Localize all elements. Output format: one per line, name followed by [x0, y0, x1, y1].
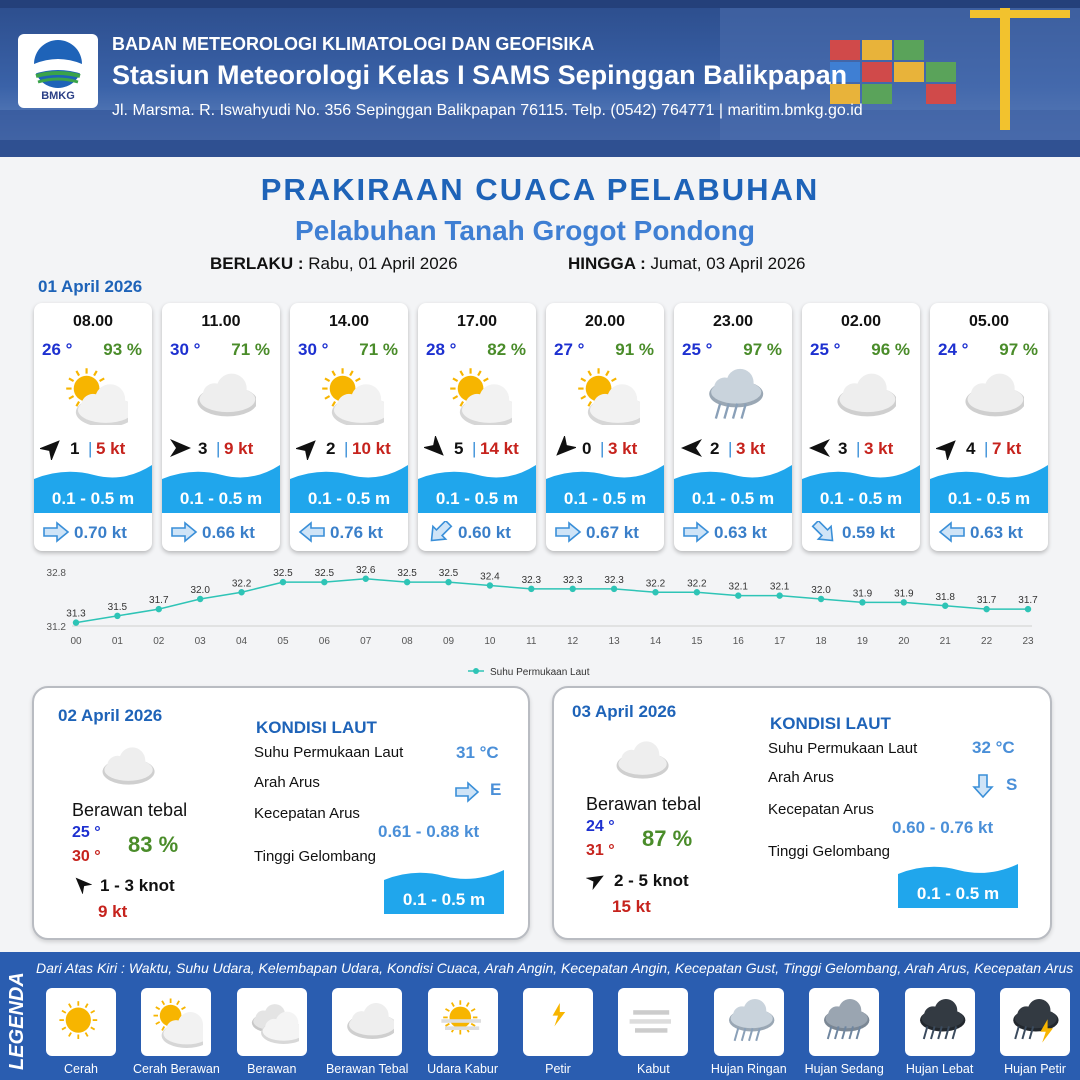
page-title: PRAKIRAAN CUACA PELABUHAN	[260, 172, 820, 207]
sst-data-label: 32.2	[231, 578, 252, 590]
x-tick-label: 13	[608, 636, 620, 647]
humidity: 97 %	[743, 340, 782, 359]
gust-speed: 3 kt	[736, 439, 766, 458]
sst-data-label: 32.5	[438, 568, 459, 580]
current-direction: S	[1006, 775, 1018, 794]
sst-value: 31 °C	[456, 743, 499, 762]
forecast-time: 14.00	[328, 313, 370, 330]
x-tick-label: 14	[649, 636, 662, 647]
air-temperature: 27 °	[554, 340, 585, 359]
current-speed: 0.61 - 0.88 kt	[378, 822, 480, 841]
daily-humidity: 87 %	[642, 826, 693, 851]
daily-condition: Berawan tebal	[586, 794, 702, 814]
x-tick-label: 15	[691, 636, 703, 647]
sea-condition-title: KONDISI LAUT	[256, 718, 377, 737]
sst-data-label: 31.7	[1018, 595, 1038, 607]
legend-item-label: Berawan	[247, 1062, 297, 1076]
wind-direction-icon	[72, 874, 92, 894]
sst-point	[776, 592, 782, 598]
wind-row	[936, 436, 1042, 460]
hourly-card	[546, 303, 664, 551]
current-speed: 0.63 kt	[714, 523, 767, 542]
cerah-berawan-icon	[141, 988, 211, 1056]
hujan-ringan-icon	[698, 365, 768, 425]
x-tick-label: 16	[732, 636, 744, 647]
current-arrow-icon	[810, 521, 838, 543]
separator: |	[728, 439, 733, 458]
current-arrow-icon	[454, 780, 480, 804]
wind-row	[296, 436, 402, 460]
sst-label: Suhu Permukaan Laut	[768, 740, 918, 757]
wind-direction-icon	[936, 436, 960, 460]
berawan-tebal-icon	[604, 734, 670, 786]
sst-point	[983, 606, 989, 612]
sst-series-line	[76, 579, 1028, 623]
current-arrow-icon	[426, 521, 454, 543]
berawan-tebal-icon	[954, 365, 1024, 425]
sst-point	[73, 619, 79, 625]
current-arrow-icon	[682, 521, 710, 543]
wave-height: 0.1 - 0.5 m	[307, 489, 391, 508]
sst-data-label: 31.9	[852, 588, 873, 600]
wind-row	[552, 436, 658, 460]
hourly-card	[290, 303, 408, 551]
valid-from-label: BERLAKU :	[210, 254, 304, 273]
sst-data-label: 31.7	[976, 595, 997, 607]
current-speed: 0.66 kt	[202, 523, 255, 542]
sst-data-label: 32.2	[645, 578, 666, 590]
sst-point	[156, 606, 162, 612]
logo-text: BMKG	[41, 90, 75, 102]
air-temperature: 30 °	[170, 340, 201, 359]
current-speed-label: Kecepatan Arus	[254, 805, 360, 822]
wave-height: 0.1 - 0.5 m	[947, 489, 1031, 508]
gust-speed: 7 kt	[992, 439, 1022, 458]
gust-speed: 14 kt	[480, 439, 519, 458]
wind-speed: 1	[70, 439, 80, 458]
wind-direction-icon	[808, 436, 832, 460]
gust-speed: 3 kt	[864, 439, 894, 458]
wind-direction-icon	[552, 436, 576, 460]
kabut-icon	[618, 988, 688, 1056]
legend-description: Dari Atas Kiri : Waktu, Suhu Udara, Kelembapan Udara, Kondisi Cuaca, Arah Angin, Kecepatan Angin, Kecepatan Gust, Tinggi Gelombang, Arah Arus, Kecepatan Arus	[36, 960, 1074, 976]
hourly-card	[34, 303, 152, 551]
separator: |	[88, 439, 93, 458]
current-arrow-icon	[970, 774, 996, 798]
air-temperature: 25 °	[682, 340, 713, 359]
hujan-sedang-icon	[809, 988, 879, 1056]
gust-speed: 9 kt	[224, 439, 254, 458]
hourly-card	[802, 303, 920, 551]
legend	[0, 952, 1080, 1080]
sst-data-label: 32.5	[314, 568, 335, 580]
legend-marker	[473, 668, 479, 674]
forecast-time: 20.00	[584, 313, 626, 330]
cerah-icon	[46, 988, 116, 1056]
sst-data-label: 32.1	[728, 581, 748, 593]
x-tick-label: 00	[70, 636, 82, 647]
wind-speed: 3	[838, 439, 848, 458]
berawan-tebal-icon	[186, 365, 256, 425]
sst-point	[1025, 606, 1031, 612]
berawan-tebal-icon	[826, 365, 896, 425]
legend-item-label: Hujan Sedang	[804, 1062, 884, 1076]
daily-temp-min: 24 °	[586, 818, 615, 835]
daily-temp-max: 30 °	[72, 848, 101, 865]
sst-point	[735, 592, 741, 598]
sst-chart	[30, 562, 1060, 682]
sst-data-label: 32.5	[397, 568, 417, 580]
gust-speed: 3 kt	[608, 439, 638, 458]
x-tick-label: 12	[567, 636, 579, 647]
x-tick-label: 22	[981, 636, 993, 647]
wind-speed: 4	[966, 439, 976, 458]
sst-data-label: 32.0	[190, 585, 210, 596]
x-tick-label: 20	[898, 636, 910, 647]
wave-height: 0.1 - 0.5 m	[51, 489, 135, 508]
current-direction: E	[490, 780, 502, 799]
day1-date: 01 April 2026	[38, 277, 143, 296]
sst-data-label: 31.9	[894, 588, 914, 600]
air-temperature: 28 °	[426, 340, 457, 359]
x-tick-label: 17	[774, 636, 786, 647]
legend-item-label: Cerah Berawan	[132, 1062, 220, 1076]
wind-row	[808, 436, 914, 460]
separator: |	[984, 439, 989, 458]
valid-to-value: Jumat, 03 April 2026	[650, 254, 806, 273]
current-row	[426, 519, 530, 545]
wave-label: Tinggi Gelombang	[254, 848, 377, 865]
legend-item-label: Cerah	[63, 1062, 99, 1076]
current-arrow-icon	[298, 521, 326, 543]
wind-speed: 3	[198, 439, 208, 458]
forecast-time: 05.00	[968, 313, 1010, 330]
wave-height: 0.1 - 0.5 m	[819, 489, 903, 508]
sst-point	[859, 599, 865, 605]
daily-wind: 2 - 5 knot	[614, 871, 689, 890]
wave-height: 0.1 - 0.5 m	[916, 884, 1000, 903]
legend-title-text: LEGENDA	[6, 972, 28, 1070]
wind-row	[424, 436, 530, 460]
sst-point	[363, 576, 369, 582]
sst-data-label: 32.0	[811, 585, 831, 596]
sst-data-label: 32.3	[562, 574, 583, 586]
x-tick-label: 05	[277, 636, 289, 647]
legend-title	[4, 962, 30, 1074]
sst-point	[197, 596, 203, 602]
wind-speed: 2	[710, 439, 720, 458]
air-temperature: 25 °	[810, 340, 841, 359]
current-direction-label: Arah Arus	[254, 774, 320, 791]
wind-speed: 5	[454, 439, 464, 458]
legend-item-label: Hujan Ringan	[710, 1062, 787, 1076]
current-speed: 0.60 kt	[458, 523, 511, 542]
gust-speed: 5 kt	[96, 439, 126, 458]
sst-point	[114, 613, 120, 619]
port-name: Pelabuhan Tanah Grogot Pondong	[295, 215, 755, 246]
sst-data-label: 32.1	[769, 581, 790, 593]
hourly-card	[162, 303, 280, 551]
forecast-time: 02.00	[840, 313, 882, 330]
current-arrow-icon	[42, 521, 70, 543]
x-tick-label: 23	[1022, 636, 1034, 647]
sst-point	[694, 589, 700, 595]
valid-from	[210, 254, 458, 274]
sst-point	[818, 596, 824, 602]
sst-point	[652, 589, 658, 595]
wind-row	[168, 436, 274, 460]
humidity: 96 %	[871, 340, 910, 359]
sst-point	[528, 586, 534, 592]
sst-point	[445, 579, 451, 585]
current-speed: 0.59 kt	[842, 523, 895, 542]
current-row	[810, 519, 914, 545]
separator: |	[600, 439, 605, 458]
current-row	[170, 519, 274, 545]
wind-direction-icon	[296, 436, 320, 460]
sst-label: Suhu Permukaan Laut	[254, 744, 404, 761]
daily-gust: 15 kt	[612, 897, 651, 916]
separator: |	[344, 439, 349, 458]
daily-humidity: 83 %	[128, 832, 179, 857]
separator: |	[216, 439, 221, 458]
current-speed: 0.63 kt	[970, 523, 1023, 542]
forecast-time: 11.00	[201, 313, 241, 330]
legend-item-label: Hujan Petir	[1004, 1062, 1066, 1076]
daily-condition: Berawan tebal	[72, 800, 188, 820]
current-row	[554, 519, 658, 545]
humidity: 82 %	[487, 340, 526, 359]
hourly-card	[930, 303, 1048, 551]
humidity: 91 %	[615, 340, 654, 359]
wave-height: 0.1 - 0.5 m	[179, 489, 263, 508]
valid-to-label: HINGGA :	[568, 254, 646, 273]
berawan-icon	[237, 988, 307, 1056]
hujan-petir-icon	[1000, 988, 1070, 1056]
current-speed-label: Kecepatan Arus	[768, 801, 874, 818]
sst-value: 32 °C	[972, 738, 1015, 757]
air-temperature: 24 °	[938, 340, 969, 359]
current-arrow-icon	[170, 521, 198, 543]
x-tick-label: 01	[111, 636, 123, 647]
sst-point	[901, 599, 907, 605]
forecast-time: 17.00	[456, 313, 498, 330]
cerah-berawan-icon	[314, 365, 384, 425]
x-tick-label: 19	[856, 636, 868, 647]
valid-from-value: Rabu, 01 April 2026	[308, 254, 458, 273]
wave-height: 0.1 - 0.5 m	[563, 489, 647, 508]
sst-point	[238, 589, 244, 595]
sst-data-label: 31.5	[107, 601, 128, 613]
x-tick-label: 21	[939, 636, 951, 647]
legend-item-label: Udara Kabur	[427, 1062, 499, 1076]
current-arrow-icon	[554, 521, 582, 543]
forecast-time: 08.00	[72, 313, 114, 330]
hujan-ringan-icon	[714, 988, 784, 1056]
sst-data-label: 31.3	[66, 608, 86, 620]
separator: |	[472, 439, 477, 458]
wave-label: Tinggi Gelombang	[768, 843, 891, 860]
cerah-berawan-icon	[442, 365, 512, 425]
sst-point	[611, 586, 617, 592]
humidity: 71 %	[231, 340, 270, 359]
air-temperature: 30 °	[298, 340, 329, 359]
sst-data-label: 32.3	[521, 574, 542, 586]
wave-height: 0.1 - 0.5 m	[402, 890, 486, 909]
y-tick-label: 31.2	[46, 622, 66, 633]
agency-name: BADAN METEOROLOGI KLIMATOLOGI DAN GEOFISIKA	[112, 34, 595, 54]
current-direction-label: Arah Arus	[768, 769, 834, 786]
sst-point	[280, 579, 286, 585]
current-row	[298, 519, 402, 545]
x-tick-label: 18	[815, 636, 827, 647]
daily-date: 02 April 2026	[58, 706, 163, 725]
legend-item-label: Hujan Lebat	[905, 1062, 974, 1076]
wind-direction-icon	[586, 870, 606, 890]
current-speed: 0.70 kt	[74, 523, 127, 542]
separator: |	[856, 439, 861, 458]
wind-direction-icon	[680, 436, 704, 460]
sst-point	[487, 582, 493, 588]
sst-data-label: 32.5	[273, 568, 293, 580]
wind-direction-icon	[168, 436, 192, 460]
humidity: 93 %	[103, 340, 142, 359]
x-tick-label: 03	[194, 636, 206, 647]
sst-data-label: 31.8	[935, 591, 955, 603]
daily-wind: 1 - 3 knot	[100, 876, 175, 895]
sst-point	[404, 579, 410, 585]
current-row	[682, 519, 786, 545]
x-tick-label: 09	[442, 636, 455, 647]
wind-direction-icon	[40, 436, 64, 460]
x-tick-label: 08	[401, 636, 413, 647]
current-speed: 0.67 kt	[586, 523, 639, 542]
wind-speed: 2	[326, 439, 336, 458]
wave-height: 0.1 - 0.5 m	[691, 489, 775, 508]
daily-temp-max: 31 °	[586, 842, 615, 859]
sst-data-label: 32.4	[480, 571, 500, 583]
current-row	[42, 519, 146, 545]
y-tick-label: 32.8	[46, 568, 66, 579]
wind-row	[680, 436, 786, 460]
sst-data-label: 32.2	[687, 578, 707, 590]
udara-kabur-icon	[428, 988, 498, 1056]
x-tick-label: 04	[236, 636, 248, 647]
wind-speed: 0	[582, 439, 592, 458]
wind-direction-icon	[424, 436, 448, 460]
sst-point	[942, 603, 948, 609]
current-speed: 0.76 kt	[330, 523, 383, 542]
forecast-time: 23.00	[712, 313, 754, 330]
hourly-card	[418, 303, 536, 551]
sea-condition-title: KONDISI LAUT	[770, 714, 891, 733]
legend-item-label: Kabut	[637, 1062, 670, 1076]
hourly-card	[674, 303, 792, 551]
humidity: 71 %	[359, 340, 398, 359]
legend-item-label: Berawan Tebal	[325, 1062, 409, 1076]
station-address: Jl. Marsma. R. Iswahyudi No. 356 Sepinggan Balikpapan 76115. Telp. (0542) 764771 | maritim.bmkg.go.id	[112, 102, 863, 119]
current-arrow-icon	[938, 521, 966, 543]
current-speed: 0.60 - 0.76 kt	[892, 818, 994, 837]
sst-point	[321, 579, 327, 585]
daily-date: 03 April 2026	[572, 702, 677, 721]
valid-to	[568, 254, 805, 274]
daily-panel-1	[32, 686, 530, 940]
x-tick-label: 06	[318, 636, 330, 647]
air-temperature: 26 °	[42, 340, 73, 359]
x-tick-label: 07	[360, 636, 372, 647]
wind-row	[40, 436, 146, 460]
humidity: 97 %	[999, 340, 1038, 359]
x-tick-label: 11	[526, 636, 537, 647]
cerah-berawan-icon	[58, 365, 128, 425]
berawan-tebal-icon	[90, 740, 156, 792]
sst-data-label: 31.7	[149, 595, 169, 607]
berawan-tebal-icon	[332, 988, 402, 1056]
cerah-berawan-icon	[570, 365, 640, 425]
sst-point	[569, 586, 575, 592]
sst-data-label: 32.6	[356, 564, 376, 576]
wave-height: 0.1 - 0.5 m	[435, 489, 519, 508]
daily-gust: 9 kt	[98, 902, 128, 921]
sst-data-label: 32.3	[604, 574, 624, 586]
x-tick-label: 10	[484, 636, 496, 647]
gust-speed: 10 kt	[352, 439, 391, 458]
hujan-lebat-icon	[905, 988, 975, 1056]
legend-item-label: Petir	[545, 1062, 571, 1076]
legend-series-name: Suhu Permukaan Laut	[490, 667, 590, 678]
daily-temp-min: 25 °	[72, 824, 101, 841]
daily-panel-2	[552, 686, 1052, 940]
station-name: Stasiun Meteorologi Kelas I SAMS Sepinggan Balikpapan	[112, 60, 848, 90]
header-banner	[0, 0, 1080, 157]
petir-icon	[523, 988, 593, 1056]
x-tick-label: 02	[153, 636, 165, 647]
current-row	[938, 519, 1042, 545]
